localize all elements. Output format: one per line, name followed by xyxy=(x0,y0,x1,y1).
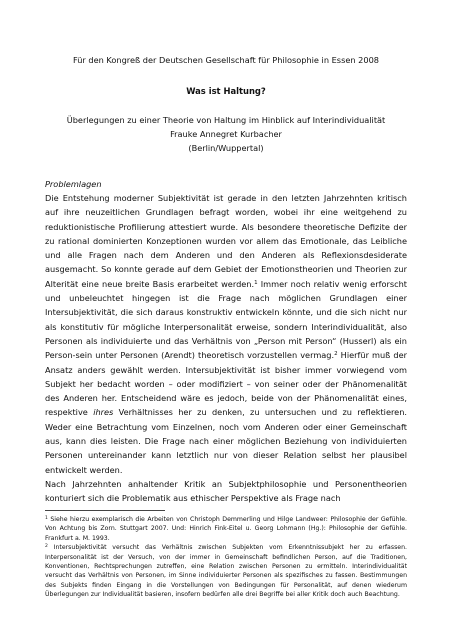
footnote-marker: 2 xyxy=(45,544,48,550)
paragraph-text: Verhältnisses her zu denken, zu untersuchen und zu reflektieren. Weder eine Betrachtung vom Einzelnen, noch vom Anderen oder einer Gemeinschaft aus, kann dies leisten. Die Frage nach einer möglichen Beziehung von individuierten Personen untereinander kann letztlich nur von dieser Relation selbst her plausibel entwickelt werden. xyxy=(45,407,408,475)
footnote-ref-1[interactable]: 1 xyxy=(254,279,258,286)
body-paragraph-2: Nach Jahrzehnten anhaltender Kritik an Subjektphilosophie und Personentheorien konturiert sich die Problematik aus ethischer Perspektive als Frage nach xyxy=(45,478,407,504)
footnote-2 xyxy=(45,543,407,599)
conference-line: Für den Kongreß der Deutschen Gesellschaft für Philosophie in Essen 2008 xyxy=(72,55,379,65)
footnote-marker: 1 xyxy=(45,516,48,521)
document-subtitle: Überlegungen zu einer Theorie von Haltung im Hinblick auf Interindividualität xyxy=(66,115,386,125)
footnotes xyxy=(45,515,407,600)
footnote-divider xyxy=(45,510,165,511)
title-block xyxy=(45,113,407,155)
document-title: Was ist Haltung? xyxy=(186,86,266,96)
footnote-ref-2[interactable]: 2 xyxy=(334,351,338,358)
author-name: Frauke Annegret Kurbacher xyxy=(170,129,282,139)
footnote-text: Siehe hierzu exemplarisch die Arbeiten von Christoph Demmerling und Hilge Landweer: Philosophie der Gefühle. Von Achtung bis Zorn. Stuttgart 2007. Und: Hinrich Fink-Eitel u. Georg Lohmann (Hg.): Philosophie der Gefühle. Frankfurt a. M. 1993. xyxy=(45,516,407,542)
paragraph-text: Immer noch relativ wenig erforscht und unbeleuchtet hingegen ist die Frage nach möglichen Grundlagen einer Intersubjektivität, die sich daraus konstruktiv entwickeln könnte, und die sich nicht nur als konstitutiv für mögliche Interpersonalität erweise, sondern Interindividualität, also Personen als individuierte und das Verhältnis von „Person mit Person“ (Husserl) als ein Person-sein unter Personen (Arendt) theoretisch vorzustellen vermag. xyxy=(45,278,407,361)
footnote-1 xyxy=(45,515,407,543)
body-paragraph-1 xyxy=(45,191,407,477)
footnote-text: Intersubjektivität versucht das Verhältnis zwischen Subjekten vom Erkenntnissubjekt her zu erfassen. Interpersonalität ist der Versuch, von der immer in Gemeinschaft befindlichen Person, auf die Traditionen, Konventionen, Rechtsprechungen zutreffen, eine Relation zwischen Personen zu ermitteln. Interindividualität versucht das Verhältnis von Personen, im Sinne individuierter Personen als spezifisches zu fassen. Bestimmungen des Subjekts finden Eingang in die Vorstellungen von Bedingungen für Personalität, auf denen wiederum Überlegungen zur Individualität basieren, insofern bedürfen alle drei Begriffe bei aller Kritik doch auch Beachtung. xyxy=(45,544,407,599)
paragraph-text: Hierfür muß der Ansatz anders gewählt werden. Intersubjektivität ist bisher immer vorwiegend vom Subjekt her bedacht worden – oder modifiziert – von seiner oder der Phänomenalität des Anderen her. Entscheidend wäre es jedoch, beide von der Phänomenalität eines, respektive xyxy=(45,350,407,418)
author-affiliation: (Berlin/Wuppertal) xyxy=(188,143,264,153)
section-heading: Problemlagen xyxy=(45,179,102,189)
paragraph-text: Die Entstehung moderner Subjektivität ist gerade in den letzten Jahrzehnten kritisch auf ihre neuzeitlichen Grundlagen befragt worden, wobei ihr eine weitgehend zu reduktionistische Profilierung attestiert wurde. Als besondere theoretische Defizite der zu rational dominierten Konzeptionen wurden vor allem das Emotionale, das Leibliche und alle Fragen nach dem Anderen und den Anderen als Reflexionsdesiderate ausgemacht. So konnte gerade auf dem Gebiet der Emotionstheorien und Theorien zur Alterität eine neue breite Basis erarbeitet werden. xyxy=(45,193,407,289)
emphasized-word: ihres xyxy=(93,407,114,418)
